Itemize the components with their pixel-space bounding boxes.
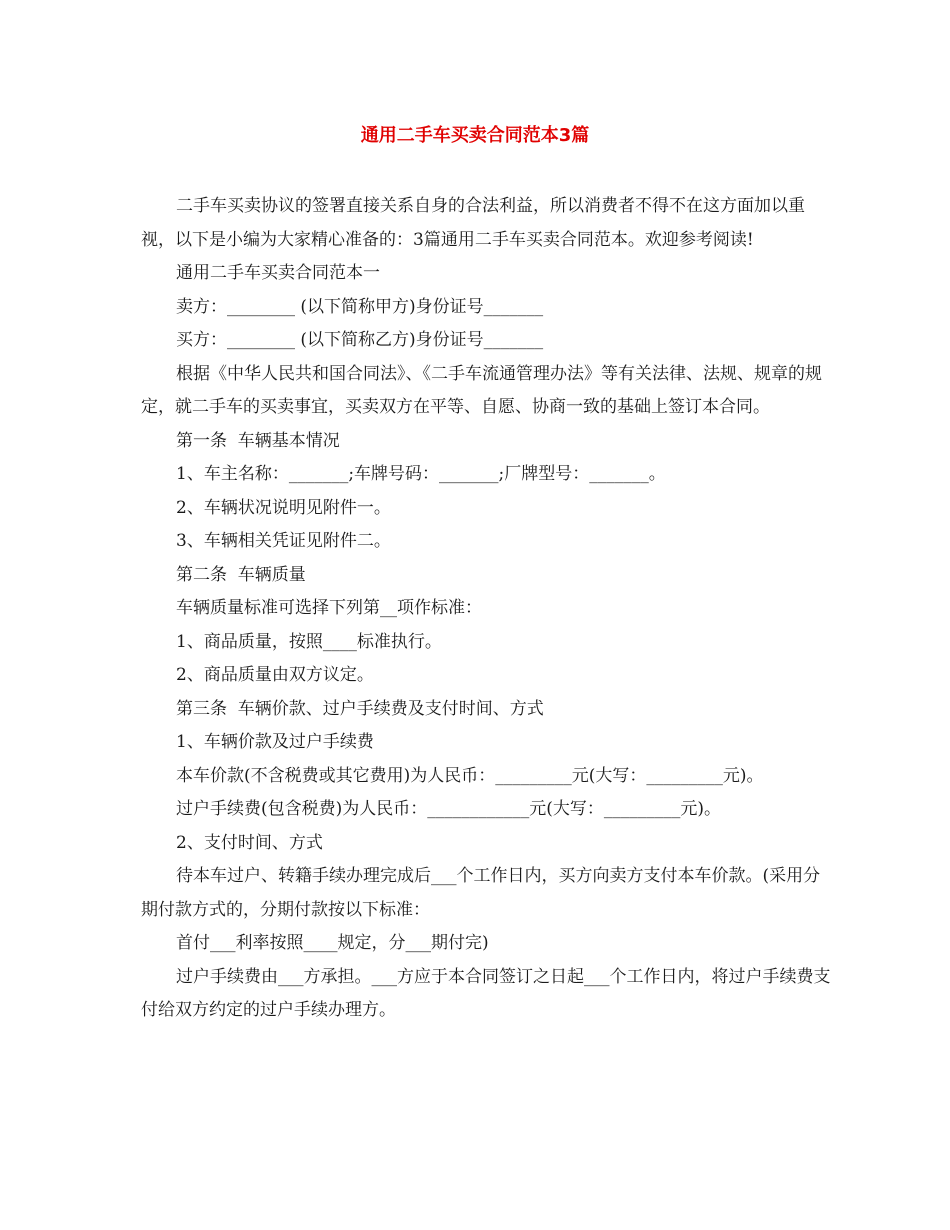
article-heading: 第三条 车辆价款、过户手续费及支付时间、方式 — [176, 698, 544, 719]
seller-line: 卖方：________ (以下简称甲方)身份证号_______ — [176, 296, 544, 317]
clause-paragraph: 待本车过户、转籍手续办理完成后___个工作日内，买方向卖方支付本车价款。(采用分期付款方式的，分期付款按以下标准： — [141, 866, 821, 920]
clause-line: 3、车辆相关凭证见附件二。 — [176, 531, 391, 551]
clause-line: 首付___利率按照____规定，分___期付完) — [176, 933, 489, 953]
document-title: 通用二手车买卖合同范本3篇 — [360, 125, 590, 146]
clause-line: 本车价款(不含税费或其它费用)为人民币：_________元(大写：_________元)。 — [176, 765, 764, 786]
legal-basis-paragraph: 根据《中华人民共和国合同法》、《二手车流通管理办法》等有关法律、法规、规章的规定，就二手车的买卖事宜，买卖双方在平等、自愿、协商一致的基础上签订本合同。 — [141, 363, 822, 417]
clause-line: 2、支付时间、方式 — [176, 832, 323, 853]
buyer-line: 买方：________ (以下简称乙方)身份证号_______ — [176, 330, 544, 350]
clause-line: 1、商品质量，按照____标准执行。 — [176, 631, 442, 652]
clause-line: 1、车主名称：_______;车牌号码：_______;厂牌型号：_______。 — [176, 464, 666, 484]
intro-paragraph: 二手车买卖协议的签署直接关系自身的合法利益，所以消费者不得不在这方面加以重视，以下是小编为大家精心准备的：3篇通用二手车买卖合同范本。欢迎参考阅读! — [141, 196, 805, 250]
clause-line: 1、车辆价款及过户手续费 — [176, 732, 374, 752]
clause-line: 过户手续费(包含税费)为人民币：____________元(大写：_________元)。 — [176, 799, 722, 819]
clause-line: 车辆质量标准可选择下列第__项作标准： — [176, 598, 482, 618]
clause-line: 2、商品质量由双方议定。 — [176, 665, 374, 685]
document-body — [141, 190, 831, 1028]
clause-paragraph: 过户手续费由___方承担。___方应于本合同签订之日起___个工作日内，将过户手续费支付给双方约定的过户手续办理方。 — [141, 966, 831, 1020]
article-heading: 第一条 车辆基本情况 — [176, 430, 340, 451]
article-heading: 第二条 车辆质量 — [176, 564, 306, 585]
clause-line: 2、车辆状况说明见附件一。 — [176, 497, 391, 518]
section-heading: 通用二手车买卖合同范本一 — [176, 263, 380, 283]
